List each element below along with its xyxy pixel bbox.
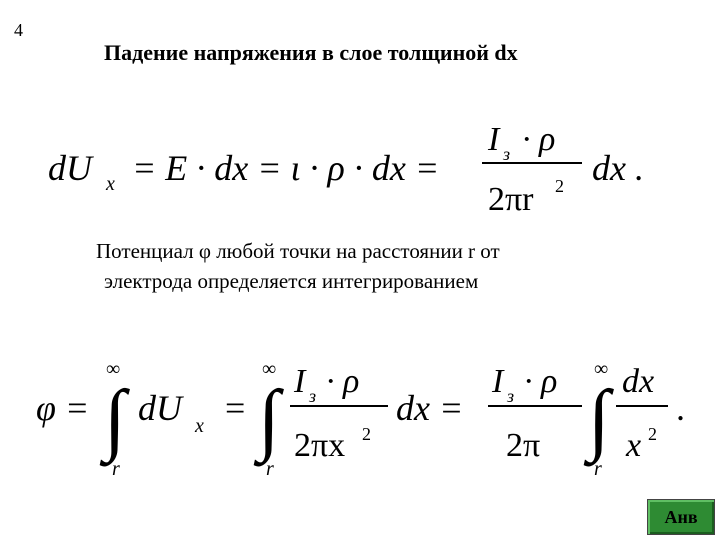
body-text-line-2: электрода определяется интегрированием (104, 269, 479, 293)
f2-dx-eq: dx = (396, 388, 464, 428)
f2-int3-upper: ∞ (594, 358, 609, 380)
f2-eq: = (225, 388, 246, 428)
slide-title: Падение напряжения в слое толщиной dx (104, 40, 518, 65)
f2-frac3-num: dx (622, 363, 655, 400)
f2-frac3-sup: 2 (648, 424, 657, 444)
f1-tail: dx . (592, 148, 644, 188)
nav-button[interactable]: Анв (647, 499, 715, 535)
f2-den2: 2π (506, 427, 541, 464)
f2-int1-lower: r (112, 458, 120, 480)
f2-num2-sub: з (507, 386, 515, 406)
f1-num-I: I (488, 121, 500, 158)
f2-period: . (676, 388, 685, 428)
f2-phi: φ = (36, 388, 90, 428)
f1-num-sub: з (503, 144, 511, 164)
slide-number: 4 (14, 20, 23, 40)
f2-num1-sub: з (309, 386, 317, 406)
f2-frac3-den: x (626, 427, 642, 464)
f1-den-sup: 2 (555, 176, 564, 196)
f2-x-sub: x (195, 415, 204, 437)
f2-den1: 2πx (294, 427, 346, 464)
f2-int1-upper: ∞ (106, 358, 121, 380)
body-text-line-1: Потенциал φ любой точки на расстоянии r от (96, 239, 500, 263)
f2-int3-sign: ∫ (588, 375, 610, 463)
f1-denominator: 2πr (488, 181, 534, 218)
f1-x-sub: x (106, 173, 115, 195)
f2-int2-sign: ∫ (258, 375, 280, 463)
f1-num-rest: · ρ (522, 121, 556, 158)
f1-dU: dU (48, 148, 92, 188)
f2-num2-I: I (492, 363, 504, 400)
f1-equation: = E · dx = ι · ρ · dx = (132, 148, 440, 188)
f2-int3-lower: r (594, 458, 602, 480)
f2-int2-lower: r (266, 458, 274, 480)
f2-den1-sup: 2 (362, 424, 371, 444)
f2-dU: dU (138, 388, 182, 428)
f2-num2-rest: · ρ (524, 363, 558, 400)
f2-num1-I: I (294, 363, 306, 400)
f2-int1-sign: ∫ (104, 375, 126, 463)
f2-num1-rest: · ρ (326, 363, 360, 400)
f2-int2-upper: ∞ (262, 358, 277, 380)
body-text (96, 236, 500, 296)
